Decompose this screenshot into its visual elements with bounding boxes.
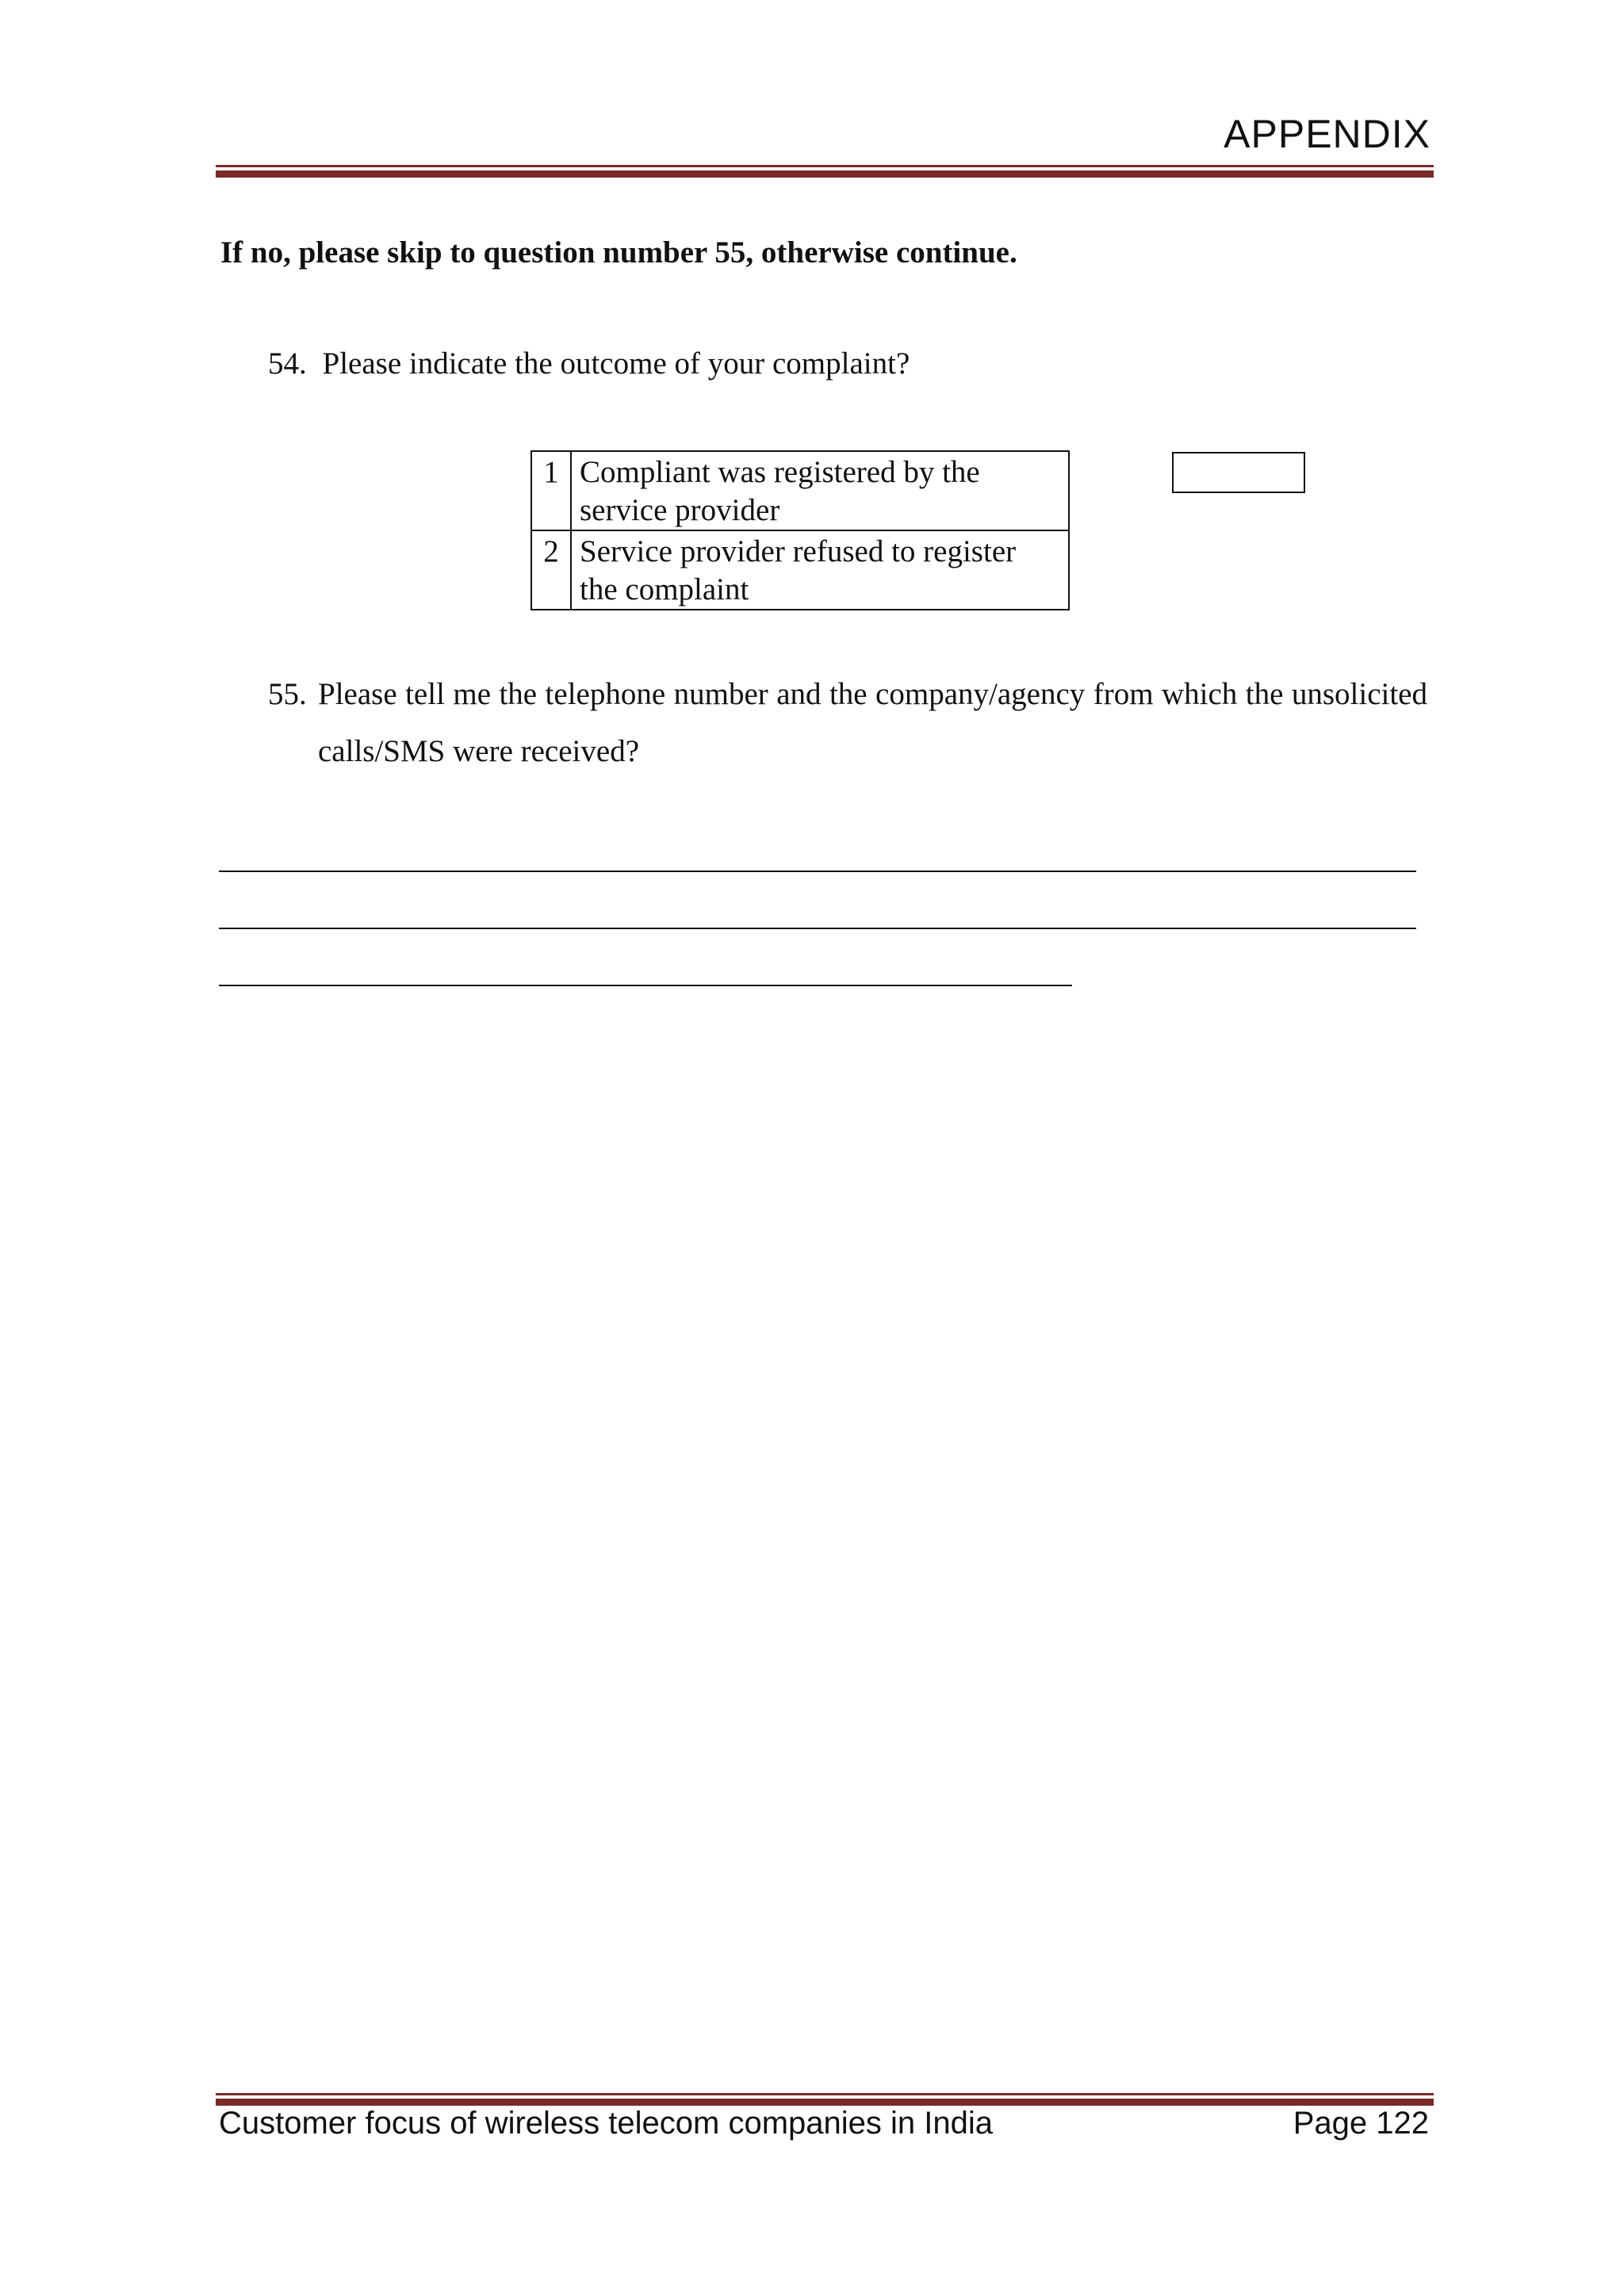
- answer-line[interactable]: [219, 928, 1416, 929]
- question-55-number: 55.: [268, 677, 307, 711]
- header-title: APPENDIX: [1224, 112, 1431, 156]
- option-row: [531, 451, 1069, 530]
- footer-divider: [216, 2093, 1434, 2106]
- footer-page-number: Page 122: [1293, 2106, 1429, 2141]
- question-55-text: Please tell me the telephone number and the company/agency from which the unsolicited calls/SMS were received?: [318, 677, 1427, 768]
- option-code: 2: [531, 530, 571, 610]
- question-55: [268, 666, 1427, 780]
- header-divider: [216, 165, 1434, 178]
- question-54-answer-box[interactable]: [1172, 452, 1305, 493]
- answer-line[interactable]: [219, 871, 1416, 872]
- question-54-options-table: [530, 450, 1070, 610]
- question-54-number: 54.: [268, 346, 307, 381]
- skip-instruction: If no, please skip to question number 55, otherwise continue.: [220, 235, 1017, 270]
- option-row: [531, 530, 1069, 610]
- option-label: Service provider refused to register the complaint: [571, 530, 1069, 610]
- answer-line[interactable]: [219, 985, 1072, 986]
- question-54: [268, 346, 910, 381]
- option-code: 1: [531, 451, 571, 530]
- option-label: Compliant was registered by the service provider: [571, 451, 1069, 530]
- question-54-text: Please indicate the outcome of your complaint?: [322, 346, 910, 381]
- footer-document-title: Customer focus of wireless telecom companies in India: [219, 2106, 993, 2141]
